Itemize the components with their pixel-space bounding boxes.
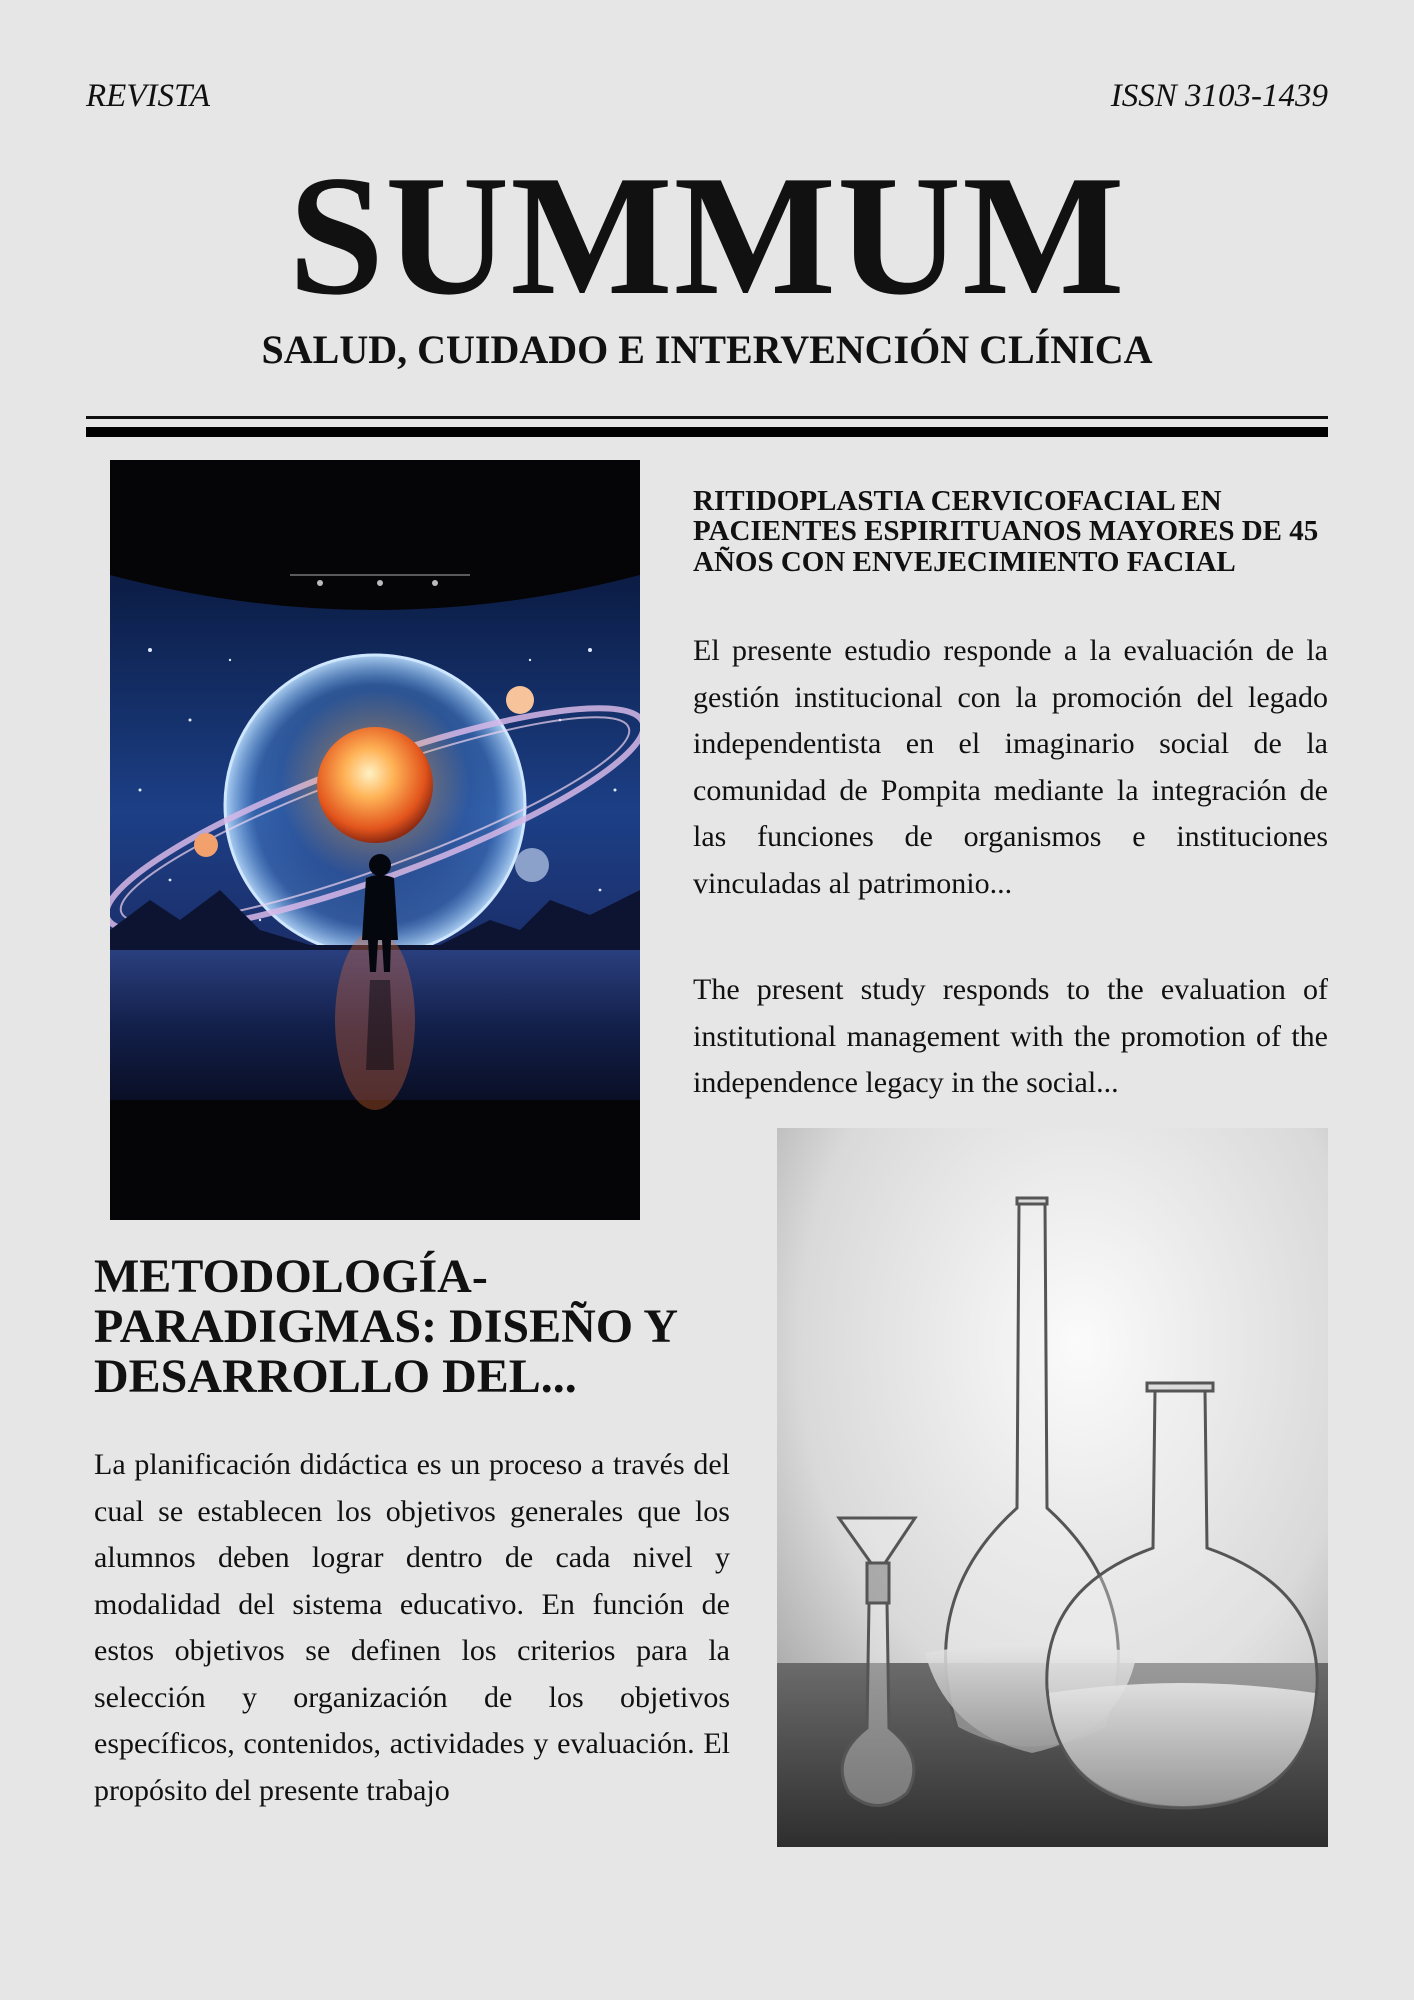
issn-number: ISSN 3103-1439 bbox=[1110, 78, 1328, 114]
article-1-abstract-en: The present study responds to the evaluation of institutional management with the promotion of the independence legacy in the social... bbox=[693, 973, 1328, 1099]
space-illustration bbox=[110, 460, 640, 1220]
article-1-heading: RITIDOPLASTIA CERVICOFACIAL EN PACIENTES ESPIRITUANOS MAYORES DE 45 AÑOS CON ENVEJECIMIENTO FACIAL bbox=[693, 485, 1319, 578]
magazine-title: SUMMUM bbox=[288, 141, 1126, 331]
magazine-label: REVISTA bbox=[86, 78, 211, 114]
laboratory-flasks-photo bbox=[777, 1128, 1328, 1847]
article-2-heading: METODOLOGÍA-PARADIGMAS: DISEÑO Y DESARROLLO DEL... bbox=[94, 1250, 677, 1403]
article-1-abstract-es: El presente estudio responde a la evaluación de la gestión institucional con la promoción del legado independentista en el imaginario social de la comunidad de Pompita mediante la integración de las funciones de organismos e instituciones vinculadas al patrimonio... bbox=[693, 634, 1328, 900]
header-rule-thin bbox=[86, 416, 1328, 419]
article-2-body: La planificación didáctica es un proceso a través del cual se establecen los objetivos generales que los alumnos deben lograr dentro de cada nivel y modalidad del sistema educativo. En función de estos objetivos se definen los criterios para la selección y organización de los objetivos específicos, contenidos, actividades y evaluación. El propósito del presente trabajo bbox=[94, 1448, 730, 1807]
magazine-subtitle: SALUD, CUIDADO E INTERVENCIÓN CLÍNICA bbox=[261, 327, 1153, 372]
header-rule-thick bbox=[86, 427, 1328, 437]
